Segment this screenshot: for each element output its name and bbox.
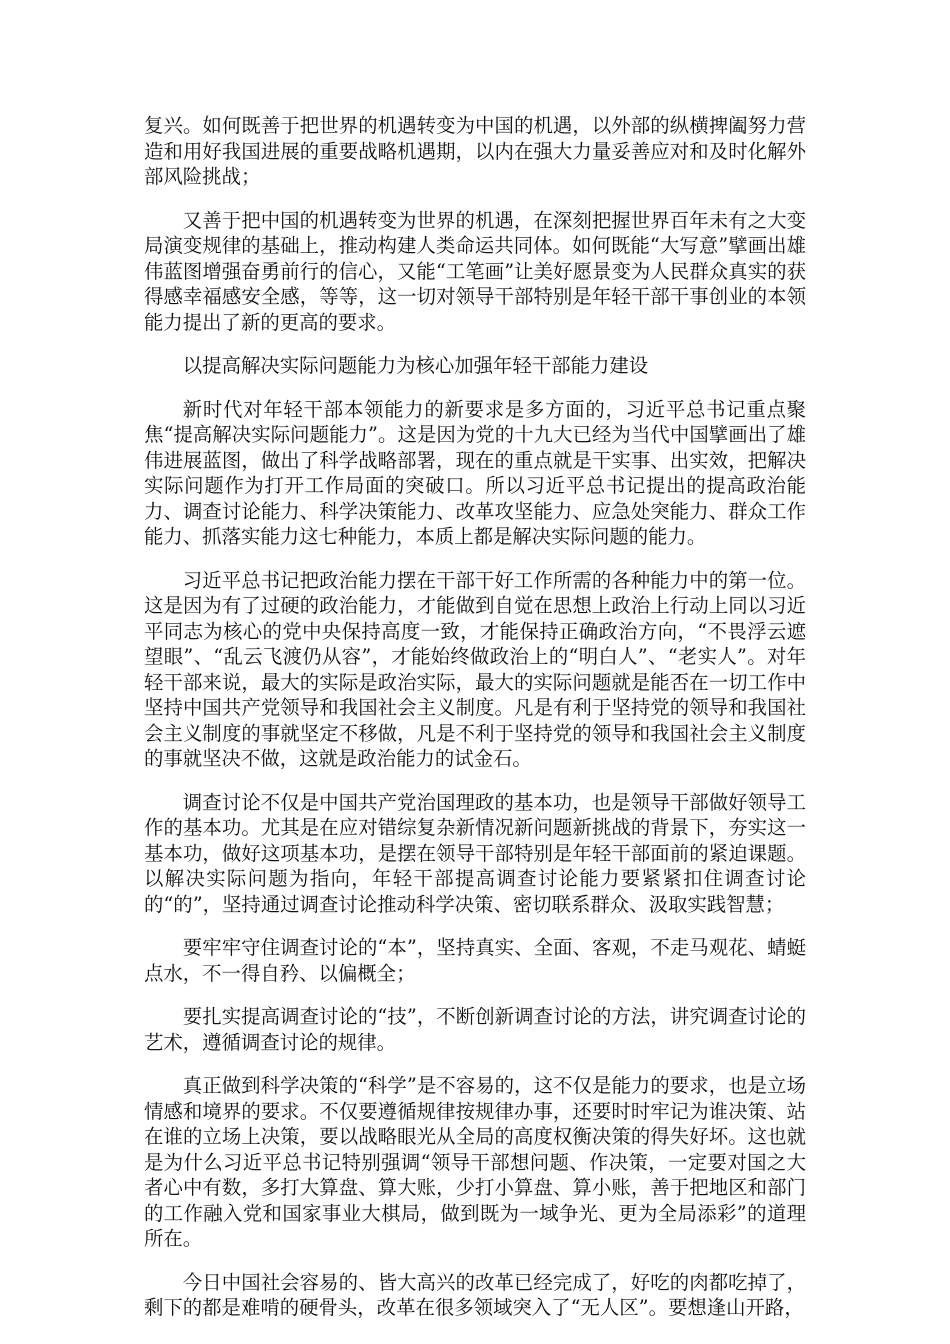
paragraph-4: 习近平总书记把政治能力摆在干部干好工作所需的各种能力中的第一位。这是因为有了过硬的政治能力，才能做到自觉在思想上政治上行动上同以习近平同志为核心的党中央保持高度一致，才能保持正确政治方向，“不畏浮云遮望眼”、“乱云飞渡仍从容”，才能始终做政治上的“明白人”、“老实人”。对年轻干部来说，最大的实际是政治实际，最大的实际问题就是能否在一切工作中坚持中国共产党领导和我国社会主义制度。凡是有利于坚持党的领导和我国社会主义制度的事就坚定不移做，凡是不利于坚持党的领导和我国社会主义制度的事就坚决不做，这就是政治能力的试金石。 [144, 568, 806, 770]
paragraph-8: 真正做到科学决策的“科学”是不容易的，这不仅是能力的要求，也是立场情感和境界的要求。不仅要遵循规律按规律办事，还要时时牢记为谁决策、站在谁的立场上决策，要以战略眼光从全局的高度权衡决策的得失好坏。这也就是为什么习近平总书记特别强调“领导干部想问题、作决策，一定要对国之大者心中有数，多打大算盘、算大账，少打小算盘、算小账，善于把地区和部门的工作融入党和国家事业大棋局，做到既为一域争光、更为全局添彩”的道理所在。 [144, 1074, 806, 1250]
paragraph-2: 又善于把中国的机遇转变为世界的机遇，在深刻把握世界百年未有之大变局演变规律的基础上，推动构建人类命运共同体。如何既能“大写意”擘画出雄伟蓝图增强奋勇前行的信心，又能“工笔画”让美好愿景变为人民群众真实的获得感幸福感安全感，等等，这一切对领导干部特别是年轻干部干事创业的本领能力提出了新的更高的要求。 [144, 208, 806, 334]
paragraph-1: 复兴。如何既善于把世界的机遇转变为中国的机遇，以外部的纵横捭阖努力营造和用好我国进展的重要战略机遇期，以内在强大力量妥善应对和及时化解外部风险挑战； [144, 114, 806, 188]
paragraph-9: 今日中国社会容易的、皆大高兴的改革已经完成了，好吃的肉都吃掉了，剩下的都是难啃的硬骨头，改革在很多领域突入了“无人区”。要想逢山开路， [144, 1270, 806, 1319]
paragraph-7: 要扎实提高调查讨论的“技”，不断创新调查讨论的方法，讲究调查讨论的艺术，遵循调查讨论的规律。 [144, 1005, 806, 1054]
paragraph-6: 要牢牢守住调查讨论的“本”，坚持真实、全面、客观，不走马观花、蜻蜓点水，不一得自矜、以偏概全； [144, 936, 806, 985]
section-heading: 以提高解决实际问题能力为核心加强年轻干部能力建设 [182, 354, 649, 377]
paragraph-5: 调查讨论不仅是中国共产党治国理政的基本功，也是领导干部做好领导工作的基本功。尤其是在应对错综复杂新情况新问题新挑战的背景下，夯实这一基本功，做好这项基本功，是摆在领导干部特别是年轻干部面前的紧迫课题。以解决实际问题为指向，年轻干部提高调查讨论能力要紧紧扣住调查讨论的“的”，坚持通过调查讨论推动科学决策、密切联系群众、汲取实践智慧； [144, 790, 806, 916]
document-page [144, 113, 806, 1339]
paragraph-3: 新时代对年轻干部本领能力的新要求是多方面的，习近平总书记重点聚焦“提高解决实际问题能力”。这是因为党的十九大已经为当代中国擘画出了雄伟进展蓝图，做出了科学战略部署，现在的重点就是干实事、出实效，把解决实际问题作为打开工作局面的突破口。所以习近平总书记提出的提高政治能力、调查讨论能力、科学决策能力、改革攻坚能力、应急处突能力、群众工作能力、抓落实能力这七种能力，本质上都是解决实际问题的能力。 [144, 397, 806, 548]
